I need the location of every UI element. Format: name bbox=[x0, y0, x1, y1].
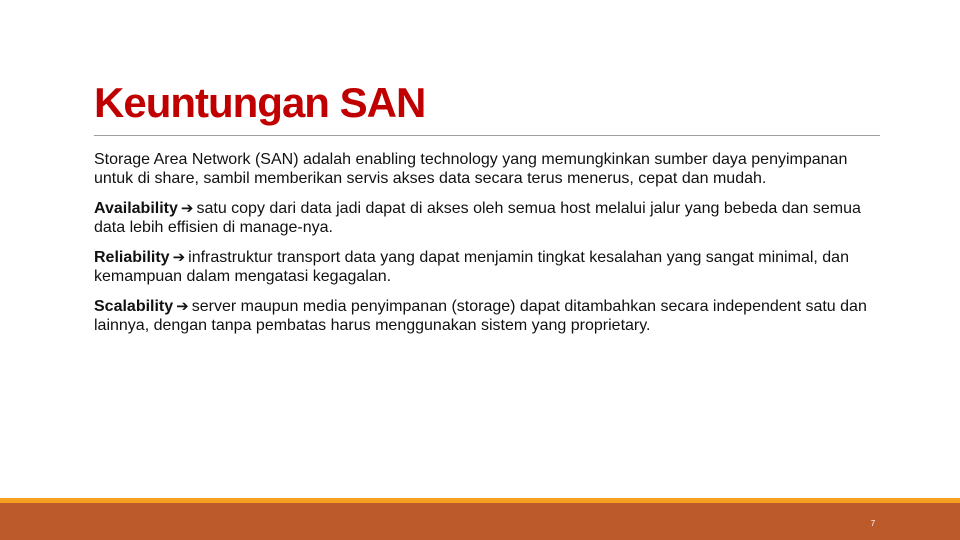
point-term: Scalability bbox=[94, 298, 174, 315]
footer-bar bbox=[0, 503, 960, 540]
intro-paragraph: Storage Area Network (SAN) adalah enabling technology yang memungkinkan sumber daya penyimpanan untuk di share, sambil memberikan servis akses data secara terus menerus, cepat dan mudah. bbox=[94, 151, 848, 187]
arrow-right-icon: ➔ bbox=[176, 297, 189, 315]
slide-body bbox=[94, 150, 884, 346]
point-text: infrastruktur transport data yang dapat menjamin tingkat kesalahan yang sangat minimal, dan kemampuan dalam mengatasi kegagalan. bbox=[94, 249, 849, 285]
point-reliability bbox=[94, 248, 884, 286]
point-text: server maupun media penyimpanan (storage) dapat ditambahkan secara independent satu dan lainnya, dengan tanpa pembatas harus menggunakan sistem yang proprietary. bbox=[94, 298, 867, 334]
arrow-right-icon: ➔ bbox=[180, 199, 194, 217]
arrow-right-icon: ➔ bbox=[172, 248, 186, 266]
point-text: satu copy dari data jadi dapat di akses oleh semua host melalui jalur yang bebeda dan semua data lebih effisien di manage-nya. bbox=[94, 200, 861, 236]
point-scalability bbox=[94, 297, 884, 335]
point-term: Availability bbox=[94, 200, 178, 217]
page-number: 7 bbox=[870, 519, 876, 528]
slide-title: Keuntungan SAN bbox=[94, 79, 426, 126]
point-availability bbox=[94, 199, 884, 237]
point-term: Reliability bbox=[94, 249, 170, 266]
title-divider bbox=[94, 135, 880, 136]
